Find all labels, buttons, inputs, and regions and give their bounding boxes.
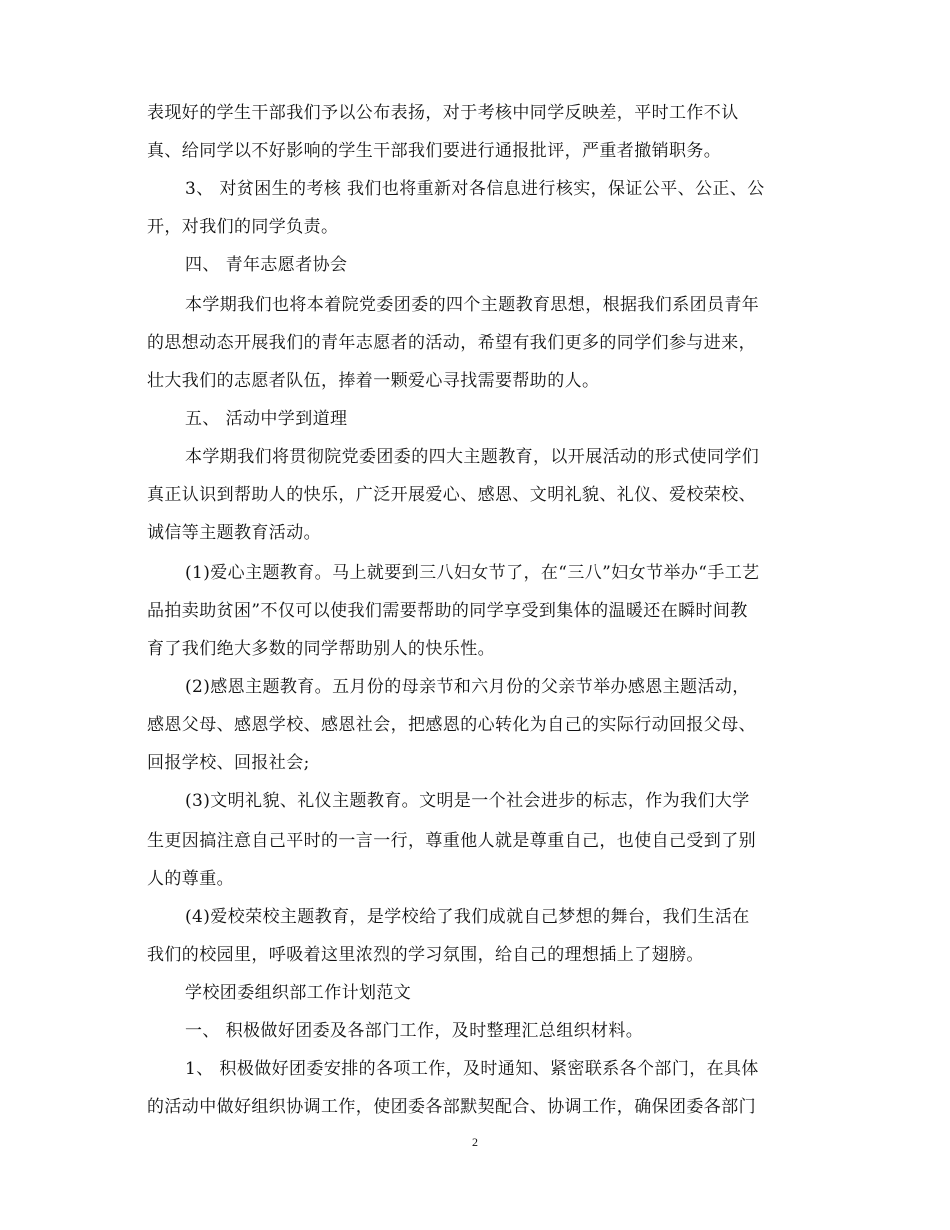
text-line: 生更因搞注意自己平时的一言一行，尊重他人就是尊重自己，也使自己受到了别 (147, 831, 756, 851)
text-line: 表现好的学生干部我们予以公布表扬，对于考核中同学反映差，平时工作不认 (147, 103, 739, 123)
text-line: 真正认识到帮助人的快乐，广泛开展爱心、感恩、文明礼貌、礼仪、爱校荣校、 (147, 485, 756, 505)
text-line: 我们的校园里，呼吸着这里浓烈的学习氛围，给自己的理想插上了翅膀。 (147, 945, 704, 965)
text-line: 四、 青年志愿者协会 (185, 255, 348, 275)
text-line: 的活动中做好组织协调工作，使团委各部默契配合、协调工作，确保团委各部门 (147, 1097, 756, 1117)
text-line: 一、 积极做好团委及各部门工作，及时整理汇总组织材料。 (185, 1021, 644, 1041)
text-line: 人的尊重。 (147, 869, 234, 889)
text-line: (2)感恩主题教育。五月份的母亲节和六月份的父亲节举办感恩主题活动， (185, 677, 750, 697)
text-line: 本学期我们也将本着院党委团委的四个主题教育思想，根据我们系团员青年 (185, 295, 760, 315)
text-line: 的思想动态开展我们的青年志愿者的活动，希望有我们更多的同学们参与进来， (147, 333, 756, 353)
text-line: 本学期我们将贯彻院党委团委的四大主题教育，以开展活动的形式使同学们 (185, 447, 760, 467)
text-line: 开，对我们的同学负责。 (147, 217, 339, 237)
text-line: 回报学校、回报社会; (147, 753, 310, 773)
text-line: 品拍卖助贫困”不仅可以使我们需要帮助的同学享受到集体的温暖还在瞬时间教 (147, 601, 748, 621)
text-line: 诚信等主题教育活动。 (147, 523, 321, 543)
text-line: 学校团委组织部工作计划范文 (185, 983, 412, 1003)
page-number: 2 (472, 1135, 478, 1149)
text-line: (4)爱校荣校主题教育，是学校给了我们成就自己梦想的舞台，我们生活在 (185, 907, 750, 927)
text-line: (3)文明礼貌、礼仪主题教育。文明是一个社会进步的标志，作为我们大学 (185, 791, 750, 811)
text-line: 五、 活动中学到道理 (185, 409, 348, 429)
text-line: 1、 积极做好团委安排的各项工作，及时通知、紧密联系各个部门，在具体 (185, 1059, 759, 1079)
text-line: 3、 对贫困生的考核 我们也将重新对各信息进行核实，保证公平、公正、公 (185, 179, 765, 199)
text-line: 育了我们绝大多数的同学帮助别人的快乐性。 (147, 639, 495, 659)
text-line: 感恩父母、感恩学校、感恩社会，把感恩的心转化为自己的实际行动回报父母、 (147, 715, 756, 735)
text-line: 壮大我们的志愿者队伍，捧着一颗爱心寻找需要帮助的人。 (147, 371, 600, 391)
text-line: 真、给同学以不好影响的学生干部我们要进行通报批评，严重者撤销职务。 (147, 141, 722, 161)
text-line: (1)爱心主题教育。马上就要到三八妇女节了，在“三八”妇女节举办“手工艺 (185, 563, 760, 583)
